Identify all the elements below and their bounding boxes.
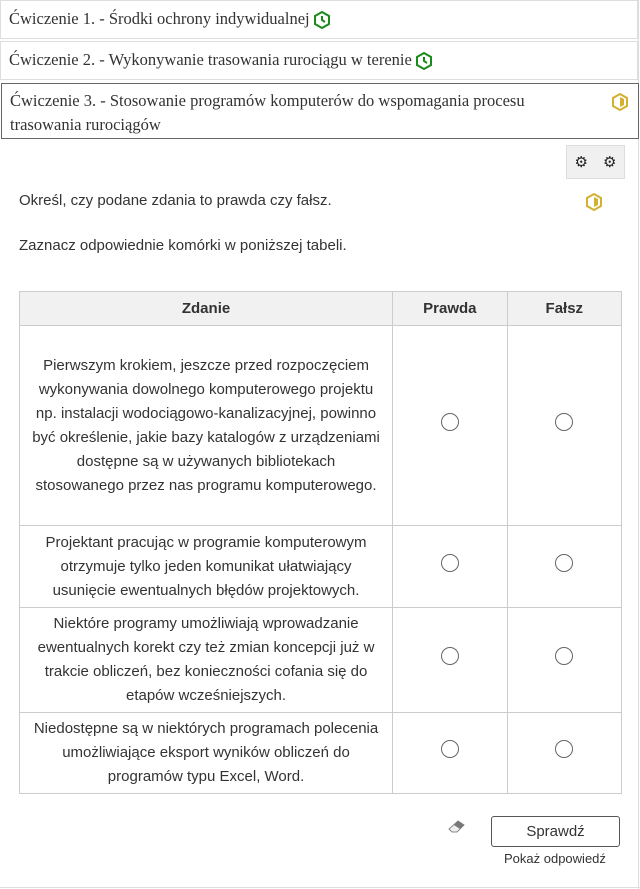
column-header: Fałsz bbox=[507, 292, 621, 326]
settings-buttons[interactable] bbox=[566, 145, 625, 179]
false-radio[interactable] bbox=[555, 413, 573, 431]
false-radio[interactable] bbox=[555, 554, 573, 572]
true-radio[interactable] bbox=[441, 554, 459, 572]
table-row bbox=[20, 526, 622, 608]
table-row bbox=[20, 713, 622, 794]
complete-status-icon bbox=[416, 52, 432, 70]
table-row bbox=[20, 608, 622, 713]
eraser-icon[interactable] bbox=[448, 820, 466, 834]
false-radio[interactable] bbox=[555, 647, 573, 665]
statement: Pierwszym krokiem, jeszcze przed rozpoczęciem wykonywania dowolnego komputerowego projektu np. instalacji wodociągowo-kanalizacyjnej, powinno być określenie, jakie bazy katalogów z urządzeniami dostępne są w używanych bibliotekach stosowanego przez nas programu komputerowego. bbox=[20, 326, 393, 526]
section-1[interactable] bbox=[0, 0, 638, 39]
show-answer-link[interactable]: Pokaż odpowiedź bbox=[504, 851, 606, 866]
statement: Niedostępne są w niektórych programach polecenia umożliwiające eksport wyników obliczeń do programów typu Excel, Word. bbox=[20, 713, 393, 794]
gear-icon[interactable]: ⚙ bbox=[603, 154, 617, 171]
section-title[interactable]: Ćwiczenie 3. - Stosowanie programów komputerów do wspomagania procesu trasowania rurociągów bbox=[10, 91, 525, 134]
in-progress-status-icon bbox=[612, 93, 628, 111]
column-header: Prawda bbox=[393, 292, 508, 326]
true-radio[interactable] bbox=[441, 647, 459, 665]
complete-status-icon bbox=[314, 11, 330, 29]
section-2[interactable] bbox=[0, 41, 638, 80]
section-3[interactable] bbox=[1, 83, 639, 139]
table-row bbox=[20, 326, 622, 526]
true-radio[interactable] bbox=[441, 740, 459, 758]
check-button[interactable]: Sprawdź bbox=[491, 816, 620, 847]
false-radio[interactable] bbox=[555, 740, 573, 758]
statement: Projektant pracując w programie komputerowym otrzymuje tylko jeden komunikat ułatwiający usunięcie ewentualnych błędów projektowych. bbox=[20, 526, 393, 608]
column-header: Zdanie bbox=[20, 292, 393, 326]
instruction: Określ, czy podane zdania to prawda czy fałsz. bbox=[19, 192, 332, 209]
gear-icon[interactable]: ⚙ bbox=[574, 154, 588, 171]
section-title[interactable]: Ćwiczenie 2. - Wykonywanie trasowania rurociągu w terenie bbox=[9, 50, 412, 69]
true-false-table bbox=[19, 291, 622, 794]
true-radio[interactable] bbox=[441, 413, 459, 431]
statement: Niektóre programy umożliwiają wprowadzanie ewentualnych korekt czy też zmian koncepcji już w trakcie obliczeń, bez konieczności cofania się do etapów wcześniejszych. bbox=[20, 608, 393, 713]
section-title[interactable]: Ćwiczenie 1. - Środki ochrony indywidualnej bbox=[9, 9, 310, 28]
in-progress-status-icon bbox=[586, 193, 602, 211]
instruction: Zaznacz odpowiednie komórki w poniższej tabeli. bbox=[19, 237, 347, 254]
